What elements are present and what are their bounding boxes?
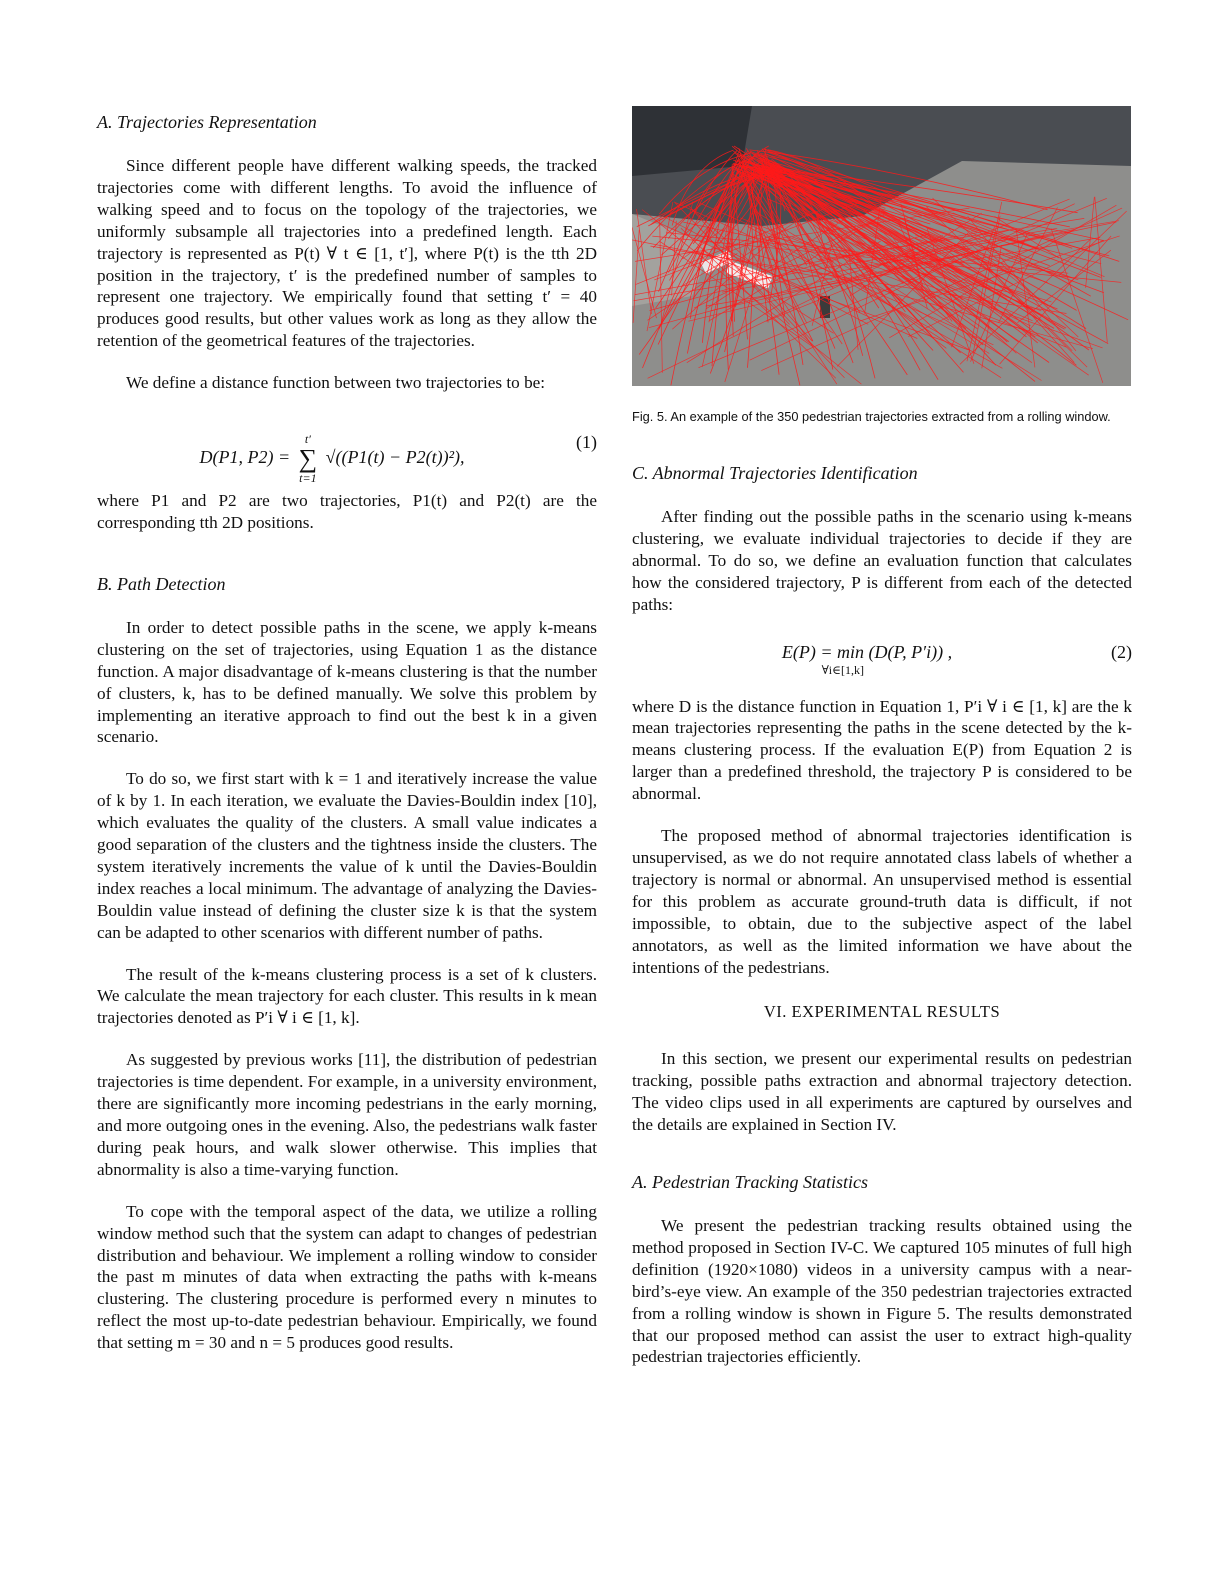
- equation-2-body: [632, 642, 1102, 678]
- equation-2-number: (2): [1111, 641, 1132, 662]
- section-a-paragraph-2: We define a distance function between two trajectories to be:: [126, 373, 546, 393]
- equation-1-sum-top: t′: [304, 432, 311, 447]
- section-c-paragraph-3: The proposed method of abnormal trajectories identification is unsupervised, as we do not require annotated class labels of whether a trajectory is normal or abnormal. An unsupervised method is essential for this problem as accurate ground-truth data is difficult, if not impossible, to obtain, due to the subjective aspect of the label annotators, as well as the limited information we have about the intentions of the pedestrians.: [632, 826, 1132, 977]
- equation-2-rhs: (D(P, P′i)) ,: [868, 641, 953, 662]
- equation-1: [97, 414, 597, 486]
- section-b-paragraph-4: As suggested by previous works [11], the distribution of pedestrian trajectories is time dependent. For example, in a university environment, there are significantly more incoming pedestrians in the early morning, and more outgoing ones in the evening. Also, the pedestrians walk faster during peak hours, and walk slower otherwise. This implies that abnormality is also a time-varying function.: [97, 1050, 597, 1179]
- figure-5-image: [632, 106, 1131, 386]
- section-vi-a-paragraph-1: We present the pedestrian tracking results obtained using the method proposed in Section IV-C. We captured 105 minutes of full high definition (1920×1080) videos in a university campus with a near-bird’s-eye view. An example of the 350 pedestrian trajectories extracted from a rolling window is shown in Figure 5. The results demonstrated that our proposed method can assist the user to extract high-quality pedestrian trajectories efficiently.: [632, 1216, 1132, 1367]
- sigma-symbol: ∑: [298, 444, 318, 474]
- section-b-paragraph-2: To do so, we first start with k = 1 and iteratively increase the value of k by 1. In each iteration, we evaluate the Davies-Bouldin index [10], which evaluates the quality of the clusters. A small value indicates a good separation of the clusters and the tightness inside the clusters. The system iteratively increments the value of k until the Davies-Bouldin index reaches a local minimum. The advantage of analyzing the Davies-Bouldin value instead of defining the cluster size k is that the system can be adapted to other scenarios with different number of paths.: [97, 769, 597, 942]
- equation-2-sub: ∀i∈[1,k]: [821, 662, 865, 677]
- figure-5-caption: Fig. 5. An example of the 350 pedestrian trajectories extracted from a rolling window.: [632, 409, 1111, 424]
- section-b-paragraph-3: The result of the k-means clustering process is a set of k clusters. We calculate the mean trajectory for each cluster. This results in k mean trajectories denoted as P′i ∀ i ∈ [1, k].: [97, 964, 597, 1028]
- equation-1-lhs: D(P1, P2) =: [199, 447, 291, 468]
- equation-1-number: (1): [576, 432, 597, 453]
- equation-2: [632, 636, 1132, 680]
- equation-1-sum-bottom: t=1: [299, 471, 317, 486]
- section-a-paragraph-3: where P1 and P2 are two trajectories, P1(t) and P2(t) are the corresponding tth 2D positions.: [97, 491, 597, 532]
- equation-1-rhs: √((P1(t) − P2(t))²),: [325, 447, 465, 468]
- section-b-paragraph-5: To cope with the temporal aspect of the data, we utilize a rolling window method such that the system can adapt to changes of pedestrian distribution and behaviour. We implement a rolling window to consider the past m minutes of data when extracting the paths with k-means clustering. The clustering procedure is performed every n minutes to reflect the most up-to-date pedestrian behaviour. Empirically, we found that setting m = 30 and n = 5 produces good results.: [97, 1201, 597, 1353]
- right-column: [632, 106, 1132, 1388]
- section-c-paragraph-2: where D is the distance function in Equation 1, P′i ∀ i ∈ [1, k] are the k mean trajectories representing the paths in the scene detected by the k-means clustering process. If the evaluation E(P) from Equation 2 is larger than a predefined threshold, the trajectory P is considered to be abnormal.: [632, 696, 1132, 804]
- section-vi-a-title: A. Pedestrian Tracking Statistics: [632, 1172, 868, 1193]
- section-c-title: C. Abnormal Trajectories Identification: [632, 463, 918, 483]
- section-vi-paragraph-1: In this section, we present our experimental results on pedestrian tracking, possible paths extraction and abnormal trajectory detection. The video clips used in all experiments are captured by ourselves and the details are explained in Section IV.: [632, 1049, 1132, 1135]
- equation-1-body: [97, 432, 567, 486]
- equation-1-sum: [299, 432, 318, 486]
- equation-2-lhs: E(P) = min: [781, 641, 865, 662]
- section-b-paragraph-1: In order to detect possible paths in the scene, we apply k-means clustering on the set of trajectories, using Equation 1 as the distance function. A major disadvantage of k-means clustering is that the number of clusters, k, has to be defined manually. We solve this problem by implementing an iterative approach to find out the best k in a given scenario.: [97, 617, 597, 747]
- section-a-paragraph-1: Since different people have different walking speeds, the tracked trajectories come with different lengths. To avoid the influence of walking speed and to focus on the topology of the trajectories, we uniformly subsample all trajectories into a predefined length. Each trajectory is represented as P(t) ∀ t ∈ [1, t′], where P(t) is the tth 2D position in the trajectory, t′ is the predefined number of samples to represent one trajectory. We empirically found that setting t′ = 40 produces good results, but other values work as long as they allow the retention of the geometrical features of the trajectories.: [97, 156, 597, 351]
- section-vi-heading: VI. EXPERIMENTAL RESULTS: [763, 1002, 1001, 1022]
- left-column: [97, 106, 597, 1374]
- section-c-paragraph-1: After finding out the possible paths in the scenario using k-means clustering, we evaluate individual trajectories to decide if they are abnormal. To do so, we define an evaluation function that calculates how the considered trajectory, P is different from each of the detected paths:: [632, 507, 1132, 614]
- section-b-title: B. Path Detection: [97, 573, 226, 594]
- equation-2-min: [782, 642, 864, 678]
- section-a-title: A. Trajectories Representation: [97, 112, 317, 132]
